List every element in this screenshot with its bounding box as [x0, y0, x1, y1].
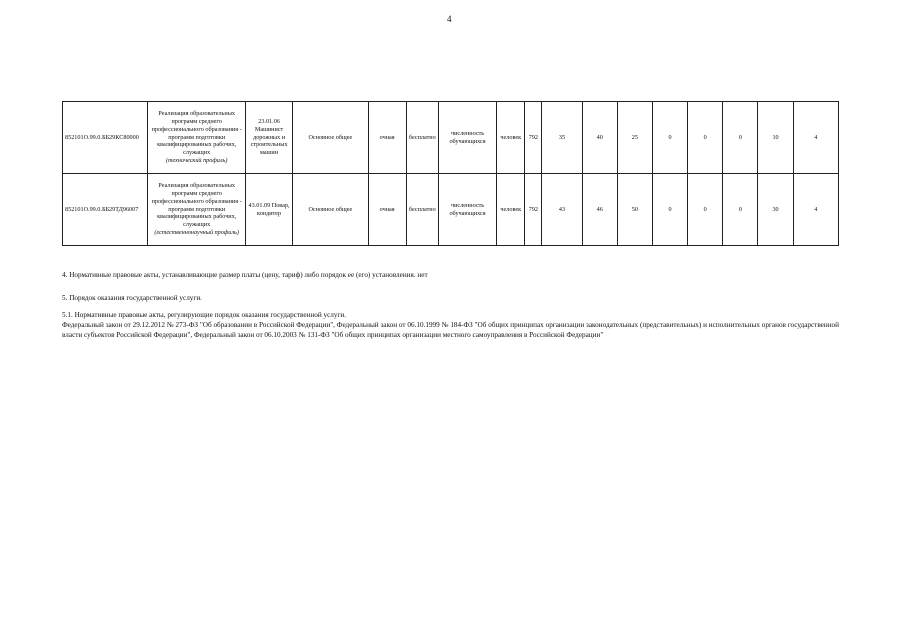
indicator-cell: численность обучающихся [438, 174, 496, 246]
unit-cell: человек [497, 102, 525, 174]
study-form-cell: очная [368, 174, 406, 246]
specialty-cell: 23.01.06 Машинист дорожных и строительных машин [245, 102, 292, 174]
table-row [63, 174, 839, 246]
value-cell: 30 [758, 174, 793, 246]
program-cell [148, 102, 246, 174]
program-name: Реализация образовательных программ среднего профессионального образования - программ подготовки квалифицированных рабочих, служащих [151, 110, 242, 157]
value-cell: 4 [793, 174, 838, 246]
registry-code: 852101О.99.0.ББ29КС80000 [63, 102, 148, 174]
section-5-heading: 5. Порядок оказания государственной услуги. [62, 294, 202, 302]
value-cell: 50 [617, 174, 652, 246]
value-cell: 4 [793, 102, 838, 174]
table-row [63, 102, 839, 174]
unit-cell: человек [497, 174, 525, 246]
value-cell: 40 [582, 102, 617, 174]
program-profile: (естественнонаучный профиль) [154, 228, 239, 236]
section-5-1-heading: 5.1. Нормативные правовые акты, регулирующие порядок оказания государственной услуги. [62, 311, 347, 319]
okei-cell: 792 [525, 174, 542, 246]
value-cell: 0 [688, 174, 723, 246]
payment-cell: бесплатно [406, 174, 438, 246]
value-cell: 0 [688, 102, 723, 174]
value-cell: 0 [652, 174, 687, 246]
section-4-text: 4. Нормативные правовые акты, устанавливающие размер платы (цену, тариф) либо порядок ее (его) установления. нет [62, 271, 428, 279]
value-cell: 0 [652, 102, 687, 174]
okei-cell: 792 [525, 102, 542, 174]
page-number: 4 [447, 14, 452, 24]
specialty-cell: 43.01.09 Повар, кондитер [245, 174, 292, 246]
value-cell: 43 [542, 174, 582, 246]
program-name: Реализация образовательных программ среднего профессионального образования - программ подготовки квалифицированных рабочих, служащих [151, 182, 242, 229]
study-form-cell: очная [368, 102, 406, 174]
value-cell: 0 [723, 102, 758, 174]
payment-cell: бесплатно [406, 102, 438, 174]
services-table [62, 101, 839, 246]
value-cell: 35 [542, 102, 582, 174]
education-level-cell: Основное общее [293, 174, 368, 246]
value-cell: 0 [723, 174, 758, 246]
value-cell: 10 [758, 102, 793, 174]
indicator-cell: численность обучающихся [438, 102, 496, 174]
value-cell: 46 [582, 174, 617, 246]
education-level-cell: Основное общее [293, 102, 368, 174]
program-profile: (технический профиль) [165, 156, 228, 164]
laws-paragraph: Федеральный закон от 29.12.2012 № 273-ФЗ "Об образовании в Российской Федерации", Федеральный закон от 06.10.1999 № 184-ФЗ "Об общих принципах организации законодательных (представительных) и исполнительных органов государственной власти субъектов Российской Федерации", Федеральный закон от 06.10.2003 № 131-ФЗ "Об общих принципах организации местного самоуправления в Российской Федерации" [62, 321, 839, 339]
registry-code: 852101О.99.0.ББ29ТД96007 [63, 174, 148, 246]
value-cell: 25 [617, 102, 652, 174]
program-cell [148, 174, 246, 246]
